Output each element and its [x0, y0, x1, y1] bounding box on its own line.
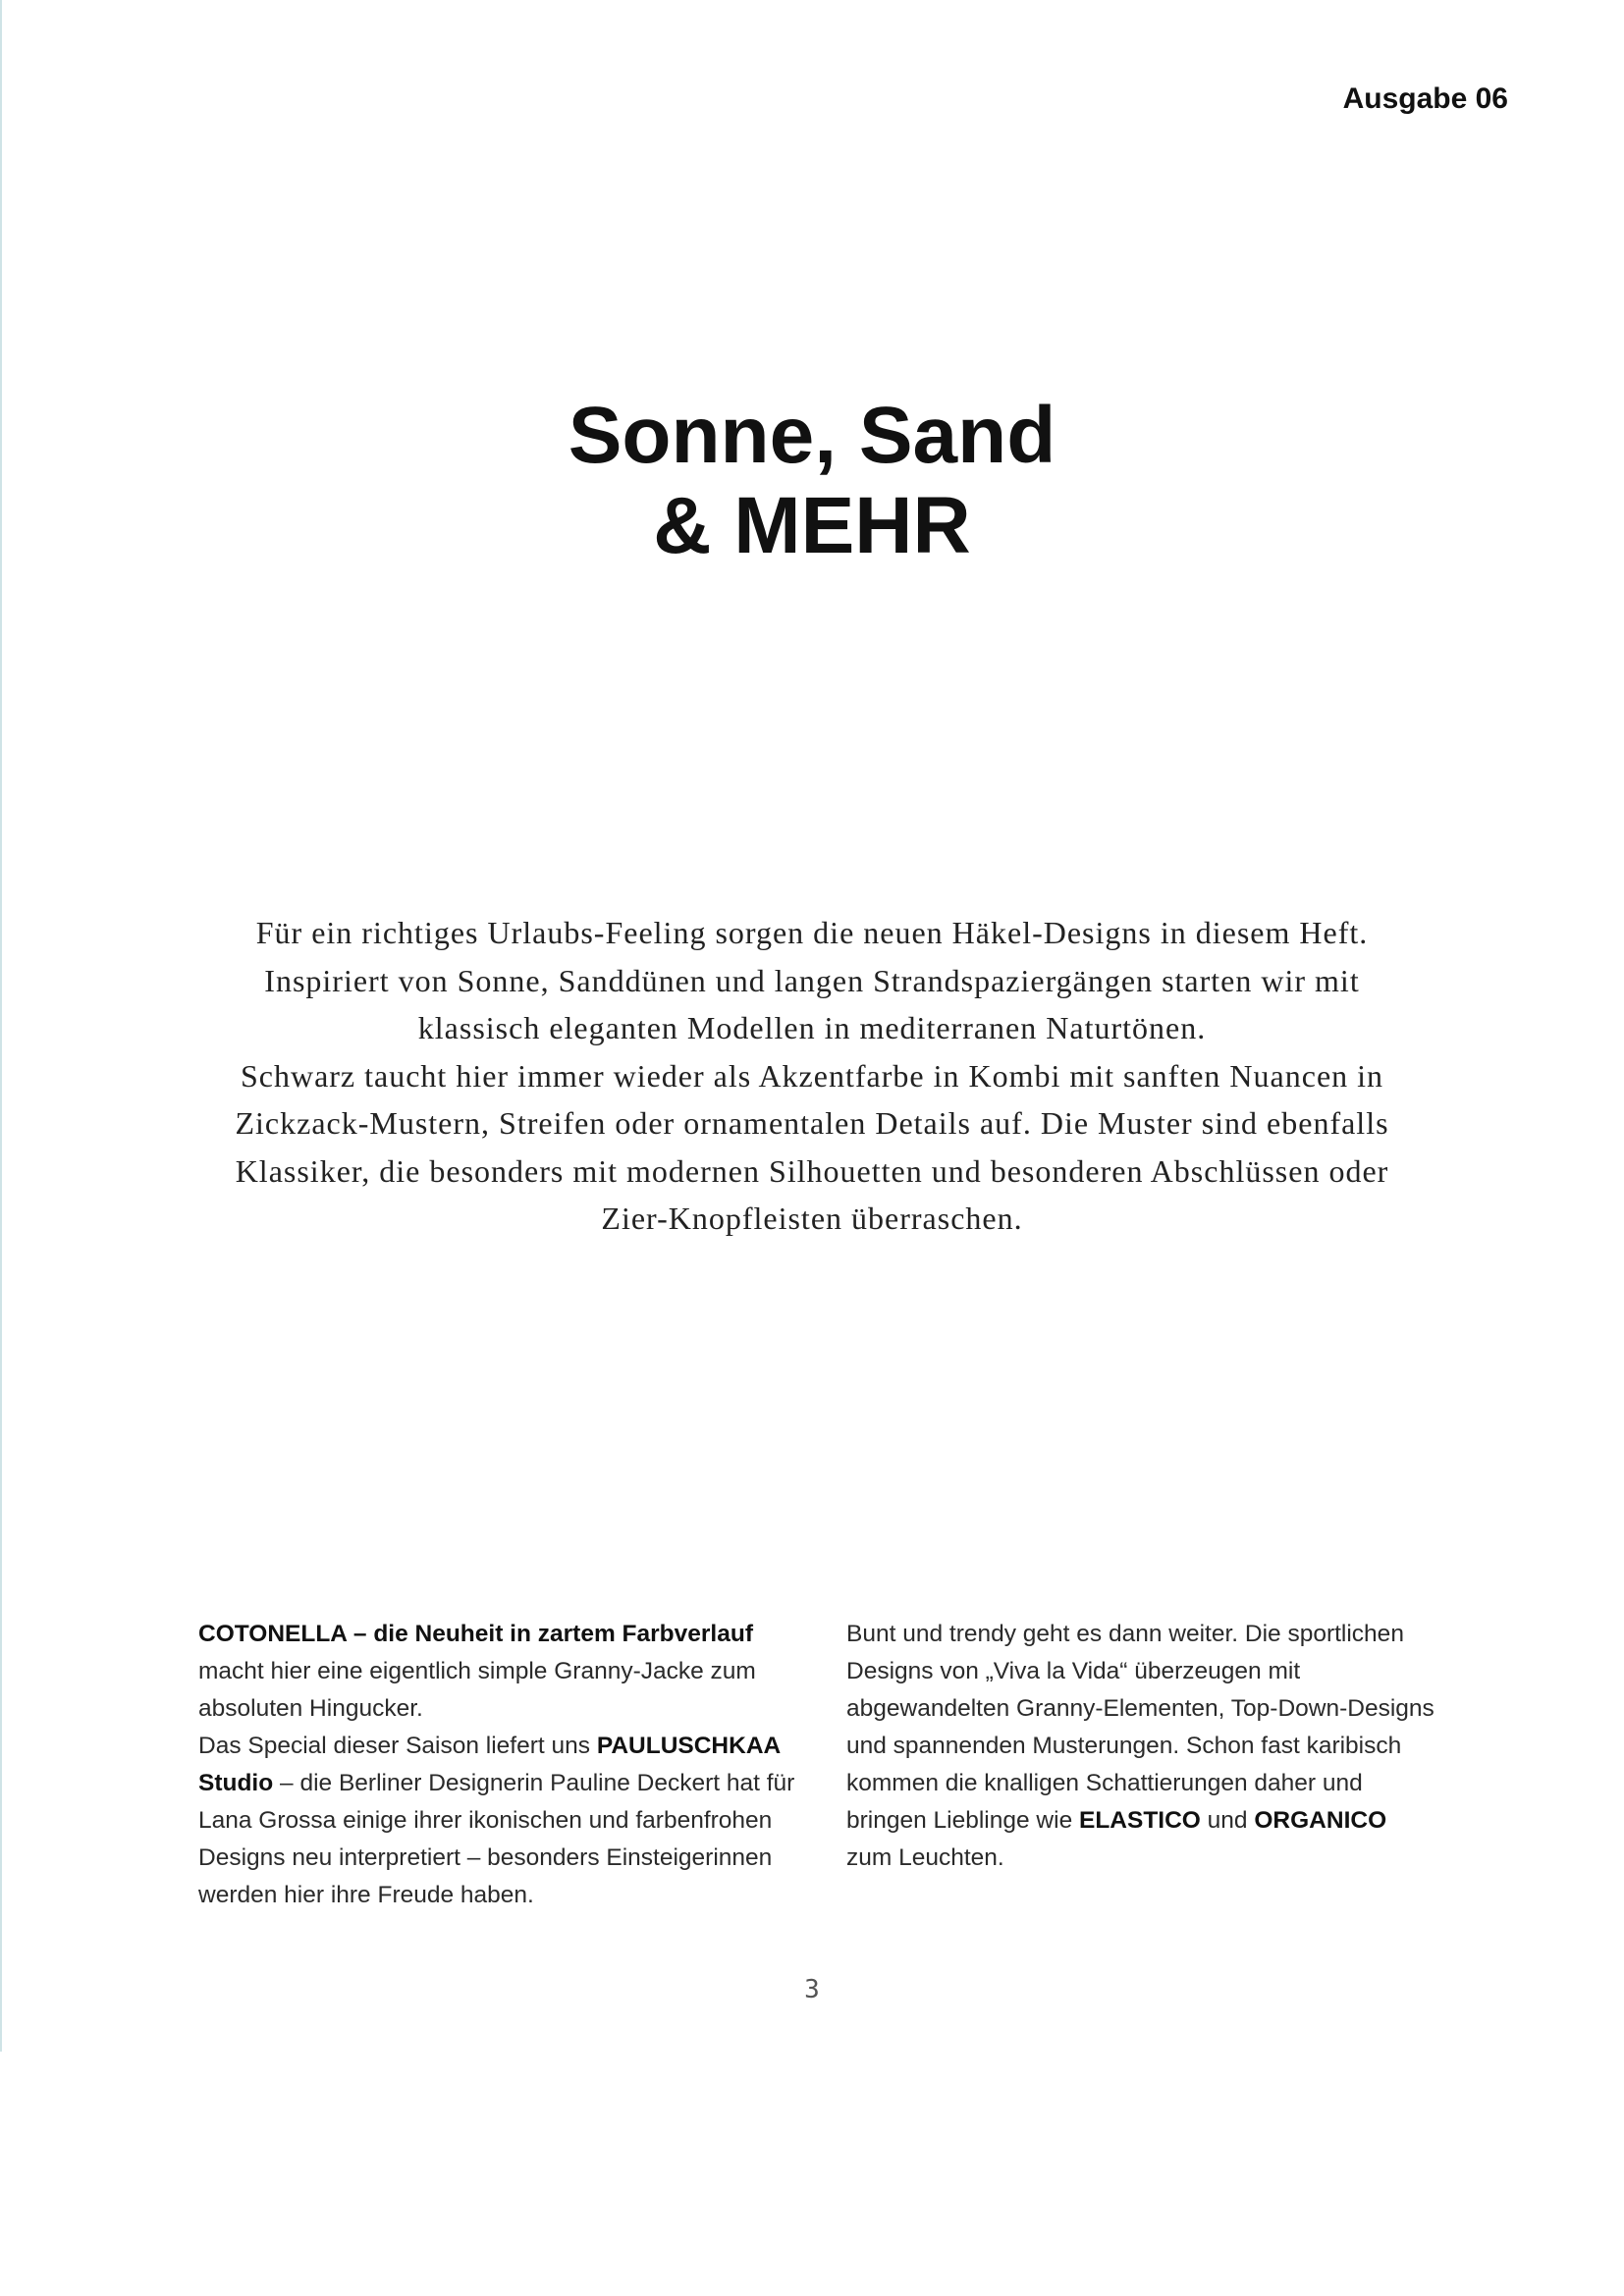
intro-line: Für ein richtiges Urlaubs-Feeling sorgen die neuen Häkel-Designs in diesem Heft.: [255, 915, 1369, 950]
title-line-2: & MEHR: [653, 481, 971, 570]
page-number: 3: [804, 1975, 820, 2004]
pauluschkaa-brand: PAULUSCHKAA: [596, 1733, 782, 1759]
studio-brand: Studio: [198, 1770, 274, 1796]
right-column-line: Designs von „Viva la Vida“ überzeugen mit: [846, 1658, 1301, 1684]
intro-line: Klassiker, die besonders mit modernen Silhouetten und besonderen Abschlüssen oder: [235, 1152, 1389, 1189]
right-column-text: und: [1200, 1807, 1255, 1834]
organico-brand: ORGANICO: [1254, 1807, 1387, 1834]
left-text-column: [198, 1616, 807, 1914]
left-column-line: Designs neu interpretiert – besonders Einsteigerinnen: [198, 1844, 773, 1871]
left-column-text: Das Special dieser Saison liefert uns: [198, 1733, 597, 1759]
intro-line: Inspiriert von Sonne, Sanddünen und langen Strandspaziergängen starten wir mit: [264, 962, 1360, 998]
right-column-line: abgewandelten Granny-Elementen, Top-Down-Designs: [846, 1695, 1435, 1722]
cotonella-heading: COTONELLA – die Neuheit in zartem Farbverlauf: [198, 1621, 753, 1647]
intro-line: Zickzack-Mustern, Streifen oder ornamentalen Details auf. Die Muster sind ebenfalls: [235, 1105, 1389, 1141]
left-column-line: [198, 1765, 807, 1802]
page-title: [0, 391, 1624, 571]
right-column-line: und spannenden Musterungen. Schon fast karibisch: [846, 1733, 1402, 1759]
elastico-brand: ELASTICO: [1079, 1807, 1201, 1834]
right-text-column: [846, 1616, 1455, 1877]
right-column-text: bringen Lieblinge wie: [846, 1807, 1079, 1834]
right-column-line: Bunt und trendy geht es dann weiter. Die sportlichen: [846, 1621, 1404, 1647]
intro-paragraph: [177, 909, 1447, 1243]
intro-line: Zier-Knopfleisten überraschen.: [601, 1201, 1023, 1236]
left-column-line: macht hier eine eigentlich simple Granny-Jacke zum: [198, 1658, 756, 1684]
page-edge-line: [0, 0, 2, 2052]
left-column-text: – die Berliner Designerin Pauline Deckert hat für: [273, 1770, 795, 1796]
intro-line: klassisch eleganten Modellen in mediterranen Naturtönen.: [417, 1010, 1207, 1045]
right-column-line: zum Leuchten.: [846, 1844, 1004, 1871]
left-column-line: werden hier ihre Freude haben.: [198, 1882, 534, 1908]
title-line-1: Sonne, Sand: [568, 391, 1056, 480]
left-column-line: Lana Grossa einige ihrer ikonischen und farbenfrohen: [198, 1807, 773, 1834]
left-column-heading: [198, 1616, 807, 1653]
left-column-line: absoluten Hingucker.: [198, 1695, 423, 1722]
intro-line: Schwarz taucht hier immer wieder als Akzentfarbe in Kombi mit sanften Nuancen in: [240, 1057, 1384, 1094]
left-column-line: [198, 1728, 807, 1765]
issue-label: Ausgabe 06: [1342, 82, 1508, 115]
right-column-line: [846, 1802, 1455, 1840]
right-column-line: kommen die knalligen Schattierungen daher und: [846, 1770, 1363, 1796]
